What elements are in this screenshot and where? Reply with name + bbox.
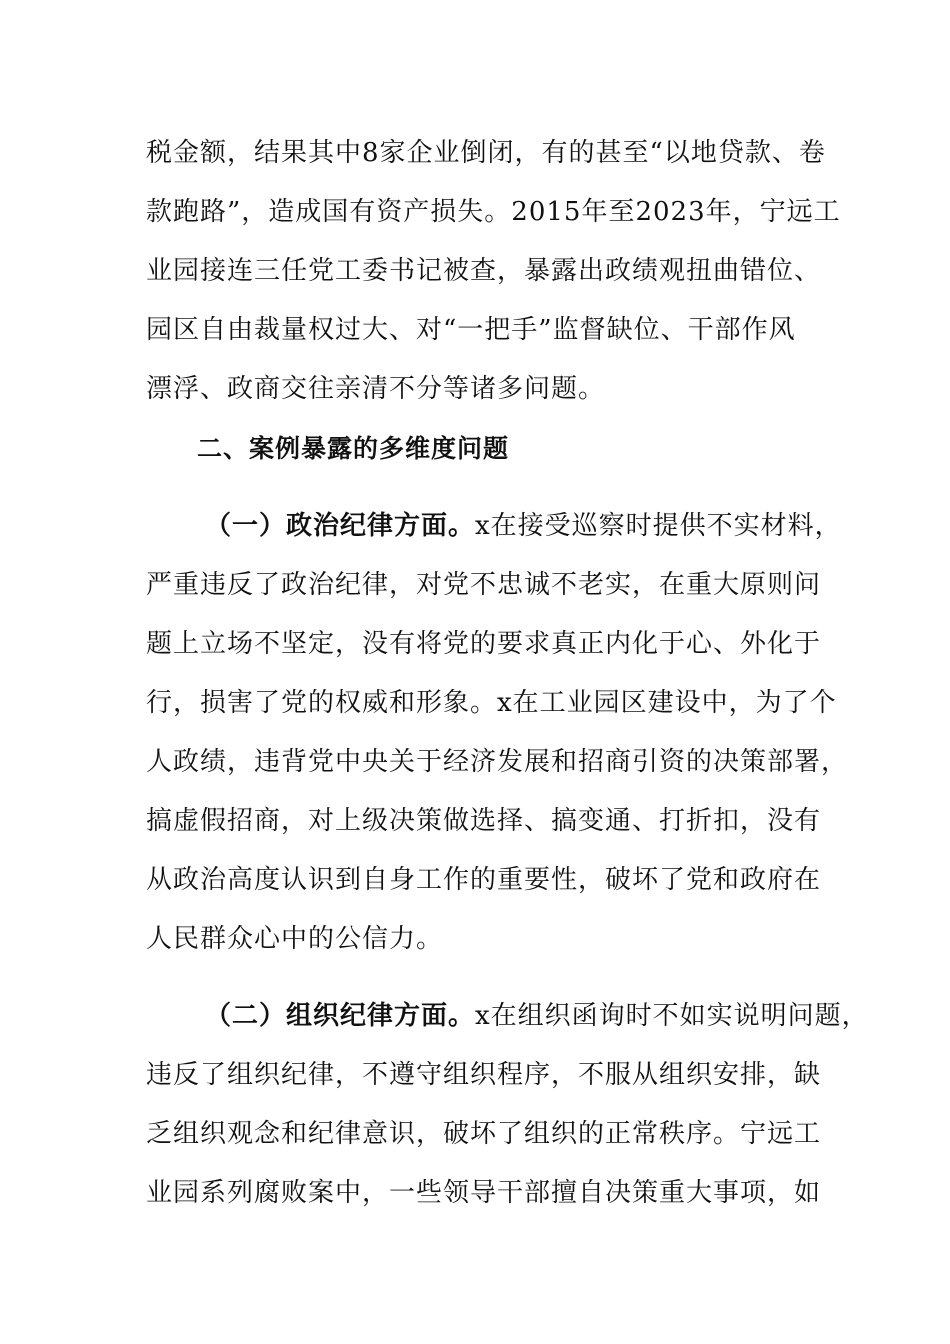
paragraph-line: 园区自由裁量权过大、对“一把手”监督缺位、干部作风: [146, 315, 796, 345]
paragraph-line: 人政绩，违背党中央关于经济发展和招商引资的决策部署，: [146, 747, 849, 777]
paragraph-line: 业园接连三任党工委书记被查，暴露出政绩观扭曲错位、: [146, 256, 822, 286]
paragraph-line: 业园系列腐败案中，一些领导干部擅自决策重大事项，如: [146, 1178, 822, 1208]
paragraph-first-line: [205, 1000, 869, 1032]
paragraph-first-line: [205, 510, 842, 542]
paragraph-line: 乏组织观念和纪律意识，破坏了组织的正常秩序。宁远工: [146, 1119, 822, 1149]
subsection-lead: （一）政治纪律方面。: [205, 511, 476, 541]
section-heading: 二、案例暴露的多维度问题: [197, 434, 510, 463]
paragraph-text: x在接受巡察时提供不实材料，: [475, 511, 842, 541]
paragraph-line: 人民群众心中的公信力。: [146, 924, 444, 954]
paragraph-line: 违反了组织纪律，不遵守组织程序，不服从组织安排，缺: [146, 1060, 822, 1090]
subsection-lead: （二）组织纪律方面。: [205, 1001, 476, 1031]
paragraph-line: 从政治高度认识到自身工作的重要性，破坏了党和政府在: [146, 865, 822, 895]
paragraph-line: 行，损害了党的权威和形象。x在工业园区建设中，为了个: [146, 688, 837, 718]
paragraph-text: x在组织函询时不如实说明问题，: [475, 1001, 869, 1031]
paragraph-line: 款跑路”，造成国有资产损失。2015年至2023年，宁远工: [146, 197, 841, 227]
paragraph-line: 严重违反了政治纪律，对党不忠诚不老实，在重大原则问: [146, 570, 822, 600]
paragraph-line: 漂浮、政商交往亲清不分等诸多问题。: [146, 374, 606, 404]
paragraph-line: 税金额，结果其中8家企业倒闭，有的甚至“以地贷款、卷: [146, 138, 826, 168]
paragraph-line: 题上立场不坚定，没有将党的要求真正内化于心、外化于: [146, 629, 822, 659]
paragraph-line: 搞虚假招商，对上级决策做选择、搞变通、打折扣，没有: [146, 806, 822, 836]
